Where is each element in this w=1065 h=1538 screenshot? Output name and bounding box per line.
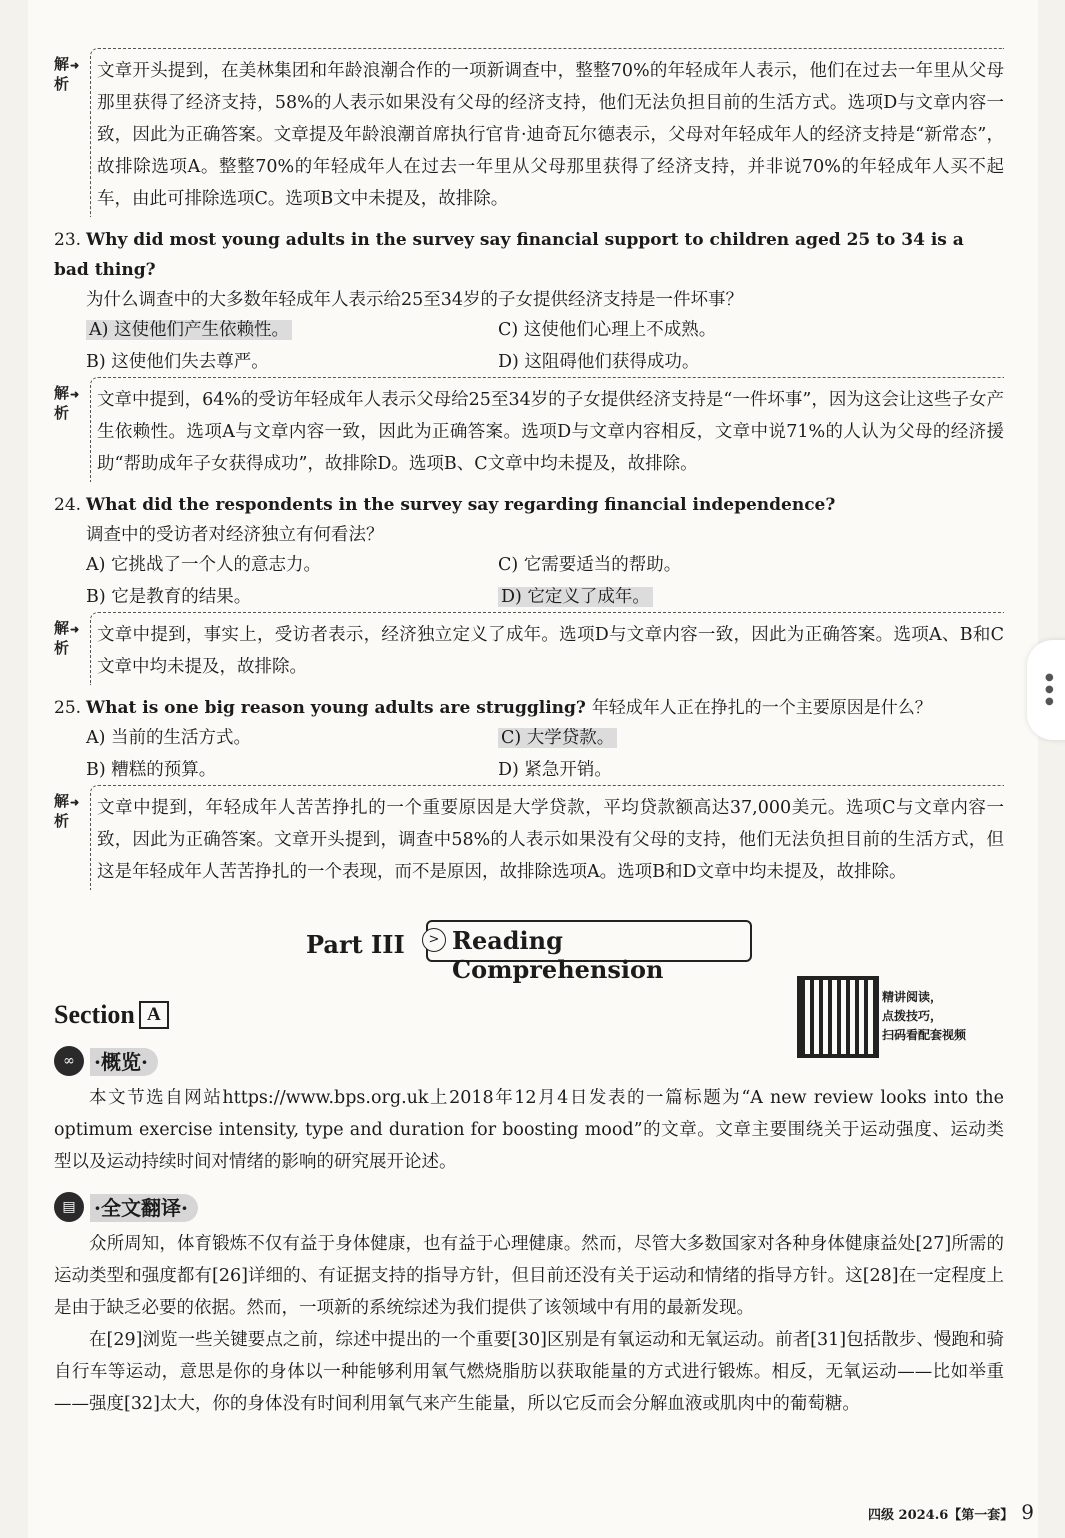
translation-paragraph-2: 在[29]浏览一些关键要点之前，综述中提出的一个重要[30]区别是有氧运动和无氧运动。前者[31]包括散步、慢跑和骑自行车等运动，意思是你的身体以一种能够利用氧气燃烧脂肪以获取能量的方式进行锻炼。相反，无氧运动——比如举重——强度[32]太大，你的身体没有时间利用氧气来产生能量，所以它反而会分解血液或肌肉中的葡萄糖。 [54, 1330, 1004, 1414]
translation-title: ·全文翻译· [90, 1194, 198, 1222]
section-letter: A [139, 1001, 169, 1029]
question-23 [54, 225, 1004, 377]
part-name-box [426, 920, 752, 984]
explanation-24 [54, 612, 1004, 685]
options [54, 315, 1004, 377]
option-d: D) 紧急开销。 [498, 760, 612, 780]
question-english: 25. What is one big reason young adults are struggling? 年轻成年人正在挣扎的一个主要原因是什么？ [54, 698, 932, 718]
question-25 [54, 693, 1004, 785]
arrow-icon: ➜ [70, 623, 80, 636]
translation-paragraph-1: 众所周知，体育锻炼不仅有益于身体健康，也有益于心理健康。然而，尽管大多数国家对各种身体健康益处[27]所需的运动类型和强度都有[26]详细的、有证据支持的指导方针，但目前还没有关于运动和情绪的指导方针。这[28]在一定程度上是由于缺乏必要的依据。然而，一项新的系统综述为我们提供了该领域中有用的最新发现。 [54, 1234, 1004, 1318]
explanation-text: 文章中提到，64%的受访年轻成年人表示父母给25至34岁的子女提供经济支持是“一件坏事”，因为这会让这些子女产生依赖性。选项A与文章内容一致，因此为正确答案。选项D与文章内容相反，文章中说71%的人认为父母的经济援助“帮助成年子女获得成功”，故排除D。选项B、C文章中均未提及，故排除。 [90, 377, 1004, 482]
more-vertical-icon: ● ● ● [1045, 672, 1054, 707]
page-number: 9 [1021, 1500, 1035, 1524]
page-footer: 四级 2024.6【第一套】 9 [868, 1500, 1035, 1524]
page [28, 0, 1038, 1538]
arrow-icon: ➜ [70, 388, 80, 401]
options [54, 723, 1004, 785]
option-c: C) 它需要适当的帮助。 [498, 555, 682, 575]
explanation-tag: 解析 ➜ [54, 55, 80, 93]
option-a: A) 它挑战了一个人的意志力。 [86, 555, 322, 575]
options [54, 550, 1004, 612]
option-b: B) 它是教育的结果。 [86, 587, 252, 607]
question-chinese: 调查中的受访者对经济独立有何看法？ [86, 525, 384, 545]
document-icon: ▤ [54, 1192, 84, 1222]
explanation-text: 文章开头提到，在美林集团和年龄浪潮合作的一项新调查中，整整70%的年轻成年人表示，他们在过去一年里从父母那里获得了经济支持，58%的人表示如果没有父母的经济支持，他们无法负担目前的生活方式。选项D与文章内容一致，因此为正确答案。文章提及年龄浪潮首席执行官肯·迪奇瓦尔德表示，父母对年轻成年人的经济支持是“新常态”，故排除选项A。整整70%的年轻成年人在过去一年里从父母那里获得了经济支持，并非说70%的年轻成年人买不起车，由此可排除选项C。选项B文中未提及，故排除。 [90, 48, 1004, 217]
explanation-tag: 解析 ➜ [54, 384, 80, 422]
arrow-icon: ➜ [70, 796, 80, 809]
option-c: C) 这使他们心理上不成熟。 [498, 320, 717, 340]
option-b: B) 这使他们失去尊严。 [86, 352, 269, 372]
explanation-25 [54, 785, 1004, 890]
arrow-icon: ➜ [70, 59, 80, 72]
option-d: D) 它定义了成年。 [498, 582, 1004, 612]
overview-title: ·概览· [90, 1048, 158, 1076]
qr-caption: 精讲阅读， 点拨技巧， 扫码看配套视频 [882, 990, 967, 1042]
question-chinese: 为什么调查中的大多数年轻成年人表示给25至34岁的子女提供经济支持是一件坏事？ [86, 290, 744, 310]
part-name: Reading Comprehension [452, 926, 664, 984]
translation-heading [54, 1188, 1004, 1228]
section-heading: Section A [54, 1000, 169, 1030]
option-a: A) 当前的生活方式。 [86, 728, 252, 748]
explanation-text: 文章中提到，年轻成年人苦苦挣扎的一个重要原因是大学贷款，平均贷款额高达37,000美元。选项C与文章内容一致，因此为正确答案。文章开头提到，调查中58%的人表示如果没有父母的支持，他们无法负担目前的生活方式，但这是年轻成年人苦苦挣扎的一个表现，而不是原因，故排除选项A。选项B和D文章中均未提及，故排除。 [90, 785, 1004, 890]
question-english: 24. What did the respondents in the survey say regarding financial independence? [54, 495, 836, 515]
explanation-text: 文章中提到，事实上，受访者表示，经济独立定义了成年。选项D与文章内容一致，因此为正确答案。选项A、B和C文章中均未提及，故排除。 [90, 612, 1004, 685]
more-options-button[interactable] [1027, 640, 1065, 740]
overview-heading [54, 1042, 1004, 1082]
option-d: D) 这阻碍他们获得成功。 [498, 352, 700, 372]
explanation-22 [54, 48, 1004, 217]
question-english: 23. Why did most young adults in the survey say financial support to children aged 25 to 34 is a bad thing? [54, 230, 964, 280]
content [54, 48, 1004, 1420]
option-a: A) 这使他们产生依赖性。 [86, 315, 498, 345]
option-b: B) 糟糕的预算。 [86, 760, 217, 780]
section-row [54, 990, 1004, 1042]
chevron-right-icon: > [422, 928, 446, 952]
explanation-23 [54, 377, 1004, 482]
part-title: Part III [306, 930, 405, 959]
explanation-tag: 解析 ➜ [54, 792, 80, 830]
question-24 [54, 490, 1004, 612]
option-c: C) 大学贷款。 [498, 723, 1004, 753]
explanation-tag: 解析 ➜ [54, 619, 80, 657]
overview-text: 本文节选自网站https://www.bps.org.uk上2018年12月4日发表的一篇标题为“A new review looks into the optimum exercise intensity, type and duration for boosting mood”的文章。文章主要围绕关于运动强度、运动类型以及运动持续时间对情绪的影响的研究展开论述。 [54, 1088, 1004, 1172]
glasses-icon: ∞ [54, 1046, 84, 1076]
